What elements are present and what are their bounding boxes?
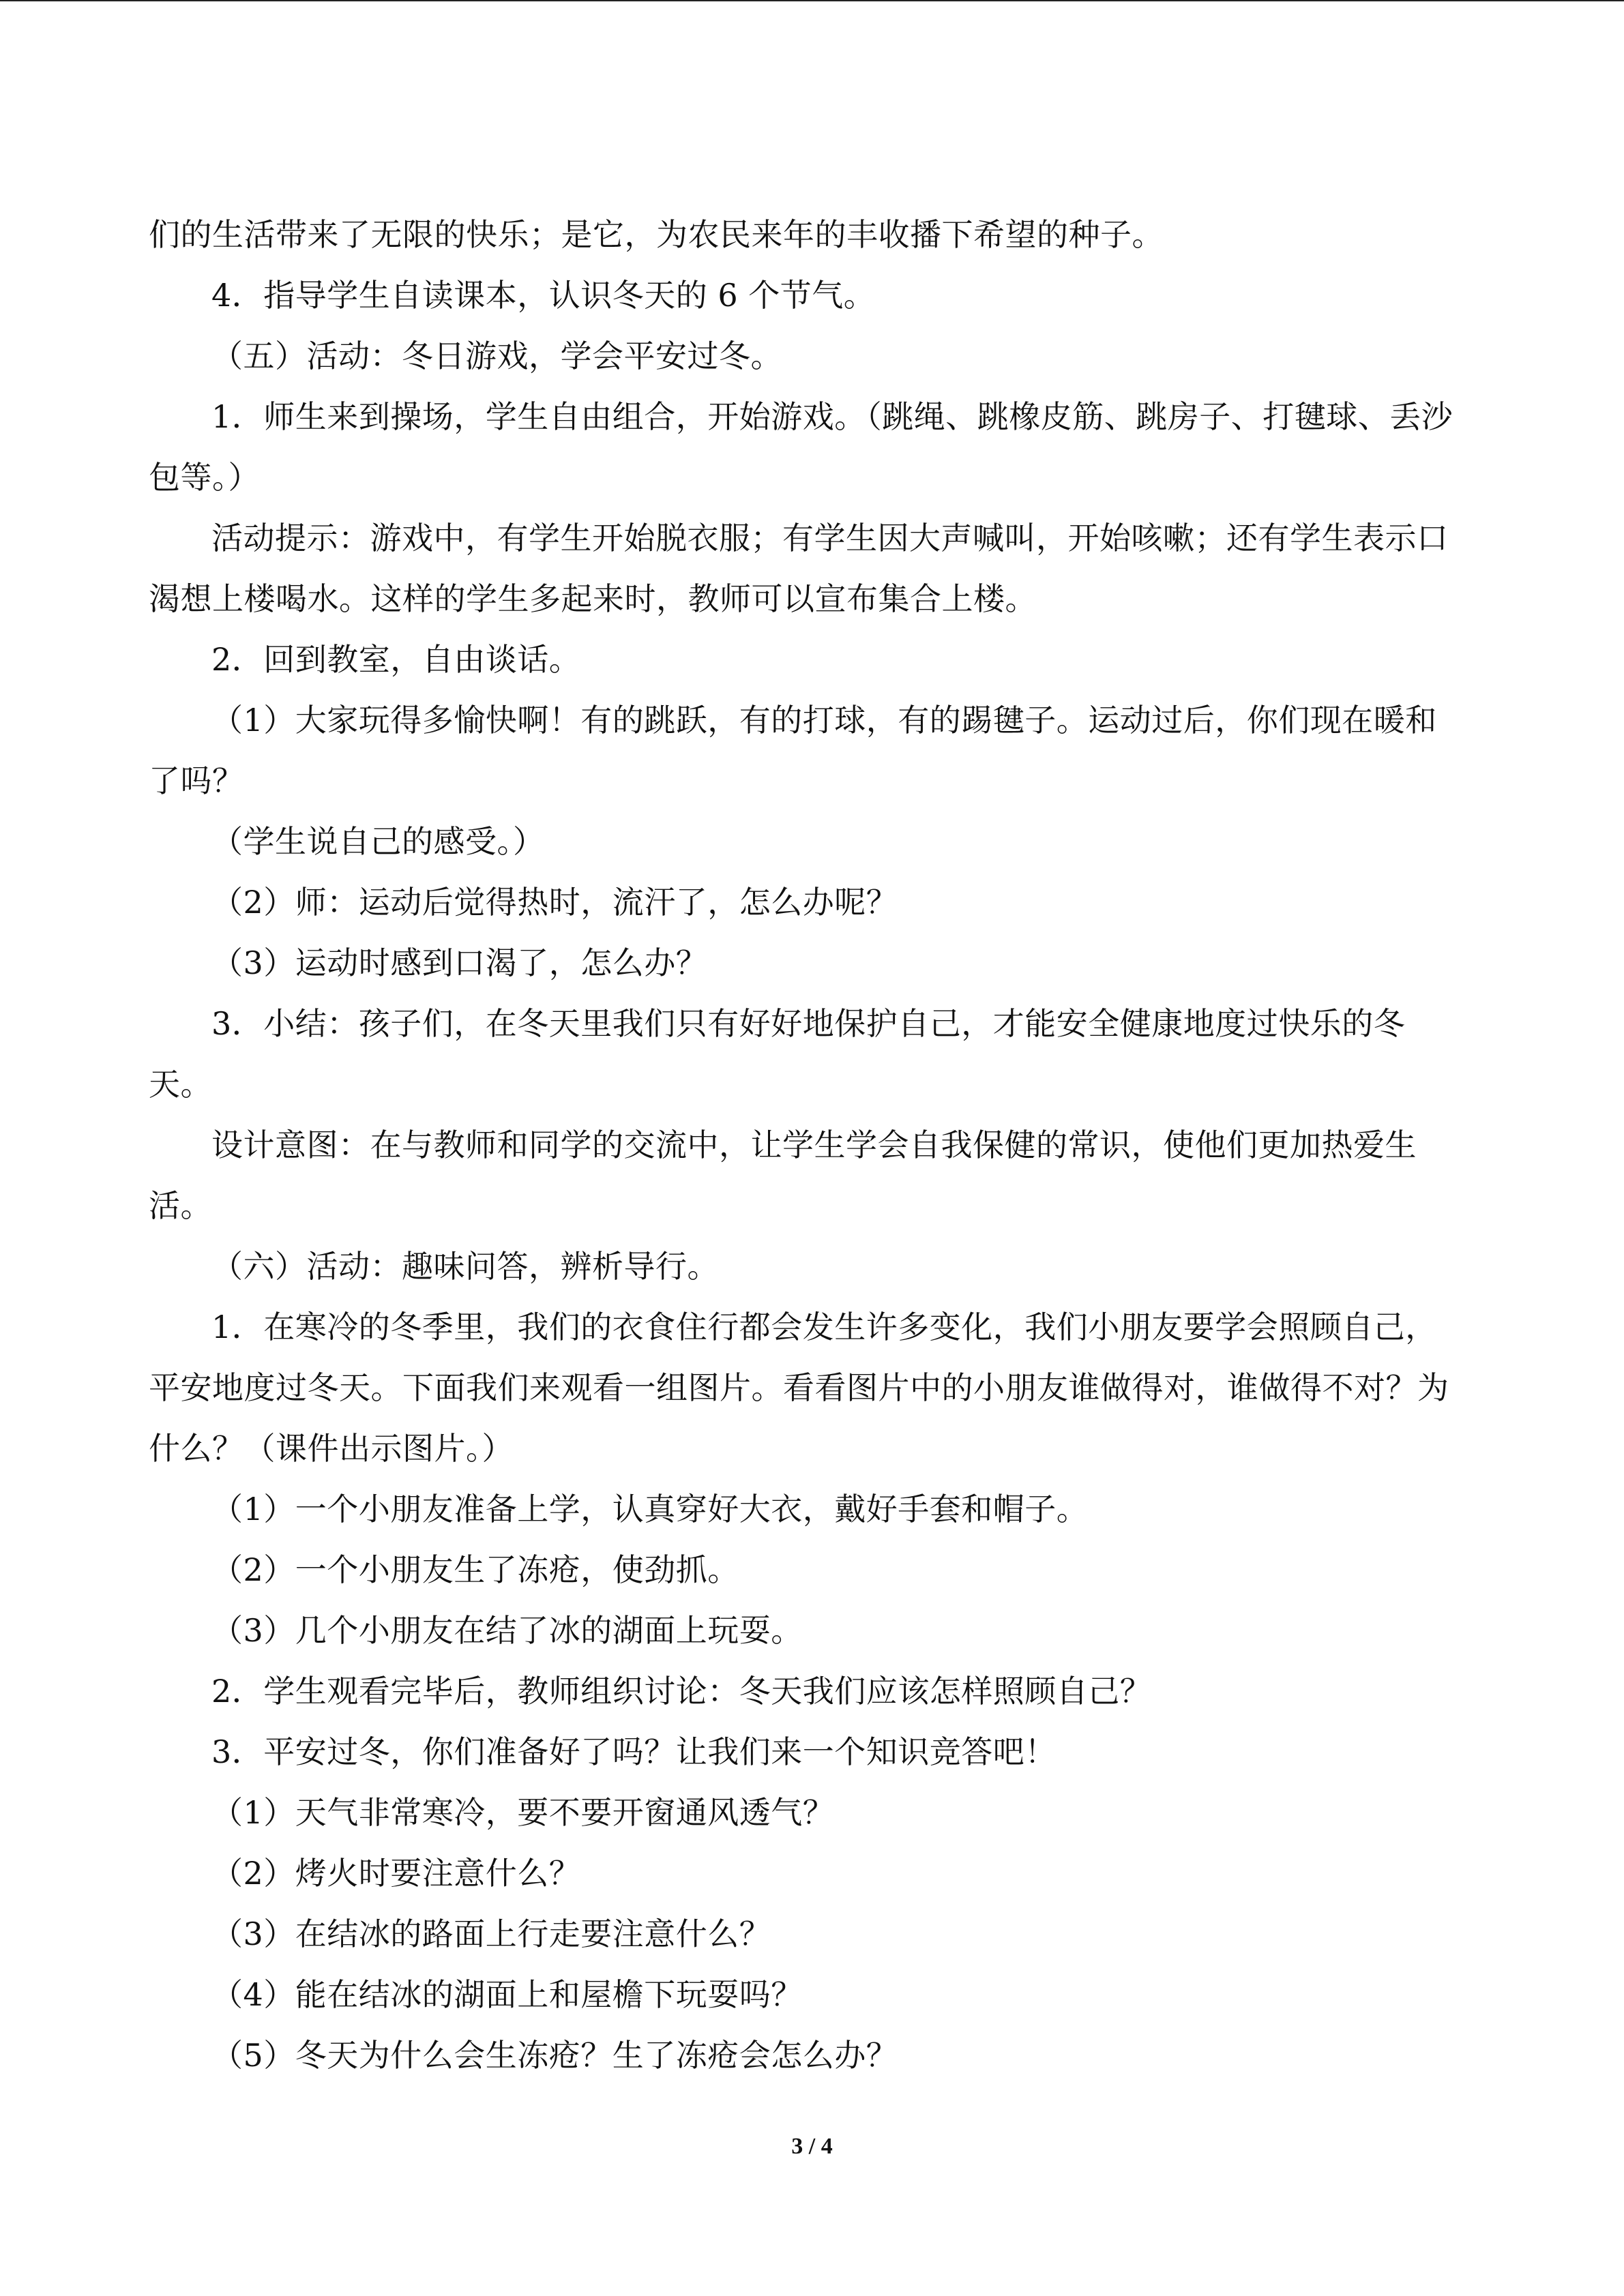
list-item: （2）烤火时要注意什么？	[211, 1855, 581, 1892]
list-item: （3）几个小朋友在结了冰的湖面上玩耍。	[211, 1612, 803, 1649]
top-border-line	[0, 0, 1624, 1]
design-intent: 设计意图：在与教师和同学的交流中，让学生学会自我保健的常识，使他们更加热爱生活。	[149, 1127, 1417, 1224]
list-item: （5）冬天为什么会生冻疮？生了冻疮会怎么办？	[211, 2037, 898, 2074]
document-body	[149, 205, 1465, 2086]
page-number: 3 / 4	[791, 2134, 833, 2159]
paragraph: （学生说自己的感受。）	[211, 823, 545, 860]
paragraph: 4．指导学生自读课本，认识冬天的 6 个节气。	[211, 277, 876, 314]
summary: 3．小结：孩子们，在冬天里我们只有好好地保护自己，才能安全健康地度过快乐的冬天。	[149, 1005, 1406, 1103]
section-heading: （五）活动：冬日游戏，学会平安过冬。	[211, 338, 782, 374]
activity-tip: 活动提示：游戏中，有学生开始脱衣服；有学生因大声喊叫，开始咳嗽；还有学生表示口渴想上楼喝水。这样的学生多起来时，教师可以宣布集合上楼。	[149, 520, 1449, 617]
list-item: （3）在结冰的路面上行走要注意什么？	[211, 1915, 771, 1952]
section-heading: （六）活动：趣味问答，辨析导行。	[211, 1248, 719, 1285]
list-item: （2）一个小朋友生了冻疮，使劲抓。	[211, 1551, 739, 1588]
paragraph: 1．在寒冷的冬季里，我们的衣食住行都会发生许多变化，我们小朋友要学会照顾自己，平安地度过冬天。下面我们来观看一组图片。看看图片中的小朋友谁做得对，谁做得不对？为什么？（课件出示图片。）	[149, 1309, 1449, 1467]
paragraph: （2）师：运动后觉得热时，流汗了，怎么办呢？	[211, 884, 898, 921]
paragraph: 2．学生观看完毕后，教师组织讨论：冬天我们应该怎样照顾自己？	[211, 1673, 1152, 1710]
list-item: （4）能在结冰的湖面上和屋檐下玩耍吗？	[211, 1976, 803, 2013]
paragraph: 2．回到教室，自由谈话。	[211, 641, 581, 678]
list-item: （1）一个小朋友准备上学，认真穿好大衣，戴好手套和帽子。	[211, 1491, 1089, 1527]
paragraph: （3）运动时感到口渴了，怎么办？	[211, 944, 708, 981]
paragraph: 1．师生来到操场，学生自由组合，开始游戏。（跳绳、跳橡皮筋、跳房子、打毽球、丢沙包等。）	[149, 398, 1453, 496]
paragraph: （1）大家玩得多愉快啊！有的跳跃，有的打球，有的踢毽子。运动过后，你们现在暖和了吗？	[149, 702, 1437, 799]
paragraph: 3．平安过冬，你们准备好了吗？让我们来一个知识竞答吧！	[211, 1733, 1057, 1770]
list-item: （1）天气非常寒冷，要不要开窗通风透气？	[211, 1794, 835, 1831]
paragraph: 们的生活带来了无限的快乐；是它，为农民来年的丰收播下希望的种子。	[149, 216, 1164, 253]
